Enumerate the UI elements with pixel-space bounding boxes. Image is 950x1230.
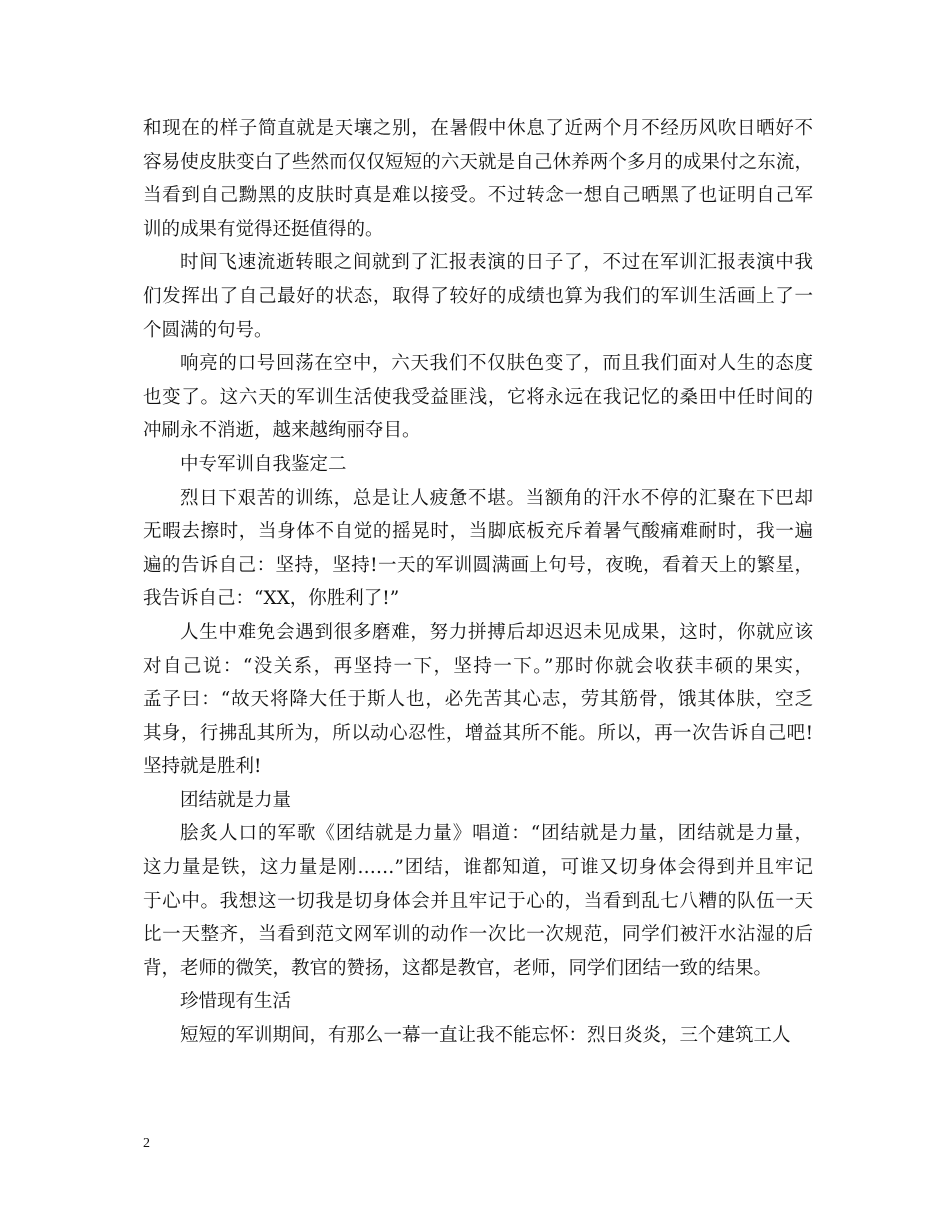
paragraph-start-line: 短短的军训期间，有那么一幕一直让我不能忘怀：烈日炎炎，三个建筑工人 — [180, 1025, 791, 1047]
text-line: 和现在的样子简直就是天壤之别，在暑假中休息了近两个月不经历风吹日晒好不 — [143, 118, 813, 139]
text-line: 背，老师的微笑，教官的赞扬，这都是教官，老师，同学们团结一致的结果。 — [143, 957, 773, 979]
text-line: 个圆满的句号。 — [143, 319, 273, 341]
page-number: 2 — [143, 1136, 150, 1151]
section-heading: 中专军训自我鉴定二 — [180, 453, 347, 475]
text-line: 们发挥出了自己最好的状态，取得了较好的成绩也算为我们的军训生活画上了一 — [143, 285, 813, 307]
text-line: 无暇去擦时，当身体不自觉的摇晃时，当脚底板充斥着暑气酸痛难耐时，我一遍 — [143, 521, 813, 543]
section-heading: 团结就是力量 — [180, 789, 292, 811]
text-line: 训的成果有觉得还挺值得的。 — [143, 218, 384, 240]
text-line: 也变了。这六天的军训生活使我受益匪浅，它将永远在我记忆的桑田中任时间的 — [143, 386, 813, 408]
paragraph-start-line: 人生中难免会遇到很多磨难，努力拼搏后却迟迟未见成果，这时，你就应该 — [180, 621, 813, 643]
text-line: 其身，行拂乱其所为，所以动心忍性，增益其所不能。所以，再一次告诉自己吧! — [143, 722, 813, 744]
text-line: 容易使皮肤变白了些然而仅仅短短的六天就是自己休养两个多月的成果付之东流， — [143, 151, 813, 173]
text-line: 孟子曰：“故天将降大任于斯人也，必先苦其心志，劳其筋骨，饿其体肤，空乏 — [143, 689, 813, 711]
text-line: 我告诉自己：“XX，你胜利了!” — [143, 588, 400, 610]
text-line: 遍的告诉自己：坚持，坚持!一天的军训圆满画上句号，夜晚，看着天上的繁星， — [143, 554, 813, 576]
text-line: 当看到自己黝黑的皮肤时真是难以接受。不过转念一想自己晒黑了也证明自己军 — [143, 185, 813, 207]
text-line: 冲刷永不消逝，越来越绚丽夺目。 — [143, 420, 421, 442]
paragraph-start-line: 烈日下艰苦的训练，总是让人疲惫不堪。当额角的汗水不停的汇聚在下巴却 — [180, 487, 813, 509]
document-body — [143, 112, 813, 1053]
text-line: 于心中。我想这一切我是切身体会并且牢记于心的，当看到乱七八糟的队伍一天 — [143, 890, 813, 912]
text-line: 坚持就是胜利! — [143, 756, 262, 778]
text-line: 这力量是铁，这力量是刚……”团结，谁都知道，可谁又切身体会得到并且牢记 — [143, 857, 813, 879]
paragraph-start-line: 时间飞速流逝转眼之间就到了汇报表演的日子了，不过在军训汇报表演中我 — [180, 252, 813, 274]
paragraph-start-line: 响亮的口号回荡在空中，六天我们不仅肤色变了，而且我们面对人生的态度 — [180, 353, 813, 375]
text-line: 比一天整齐，当看到范文网军训的动作一次比一次规范，同学们被汗水沾湿的后 — [143, 924, 813, 946]
paragraph-start-line: 脍炙人口的军歌《团结就是力量》唱道：“团结就是力量，团结就是力量， — [180, 823, 813, 845]
text-line: 对自己说：“没关系，再坚持一下，坚持一下。”那时你就会收获丰硕的果实， — [143, 655, 813, 677]
section-heading: 珍惜现有生活 — [180, 991, 292, 1013]
